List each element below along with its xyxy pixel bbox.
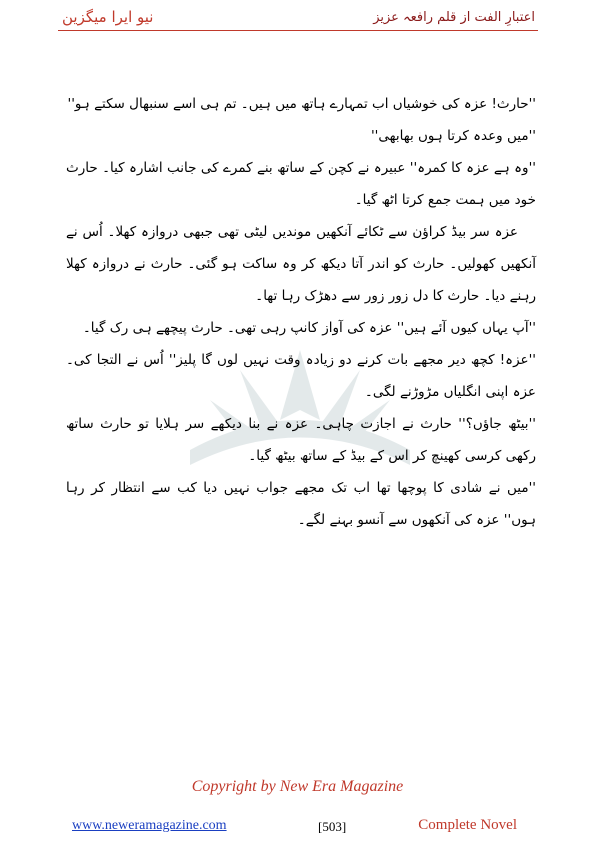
paragraph: ''وہ ہے عزہ کا کمرہ'' عبیرہ نے کچن کے ساتھ بنے کمرے کی جانب اشارہ کیا۔ حارث خود میں ہمت جمع کرتا اٹھ گیا۔ bbox=[66, 160, 536, 208]
paragraph: عزہ سر بیڈ کراؤن سے ٹکائے آنکھیں موندیں لیٹی تھی جبھی دروازہ کھلا۔ اُس نے آنکھیں کھولیں۔ حارث کو اندر آتا دیکھ کر وہ ساکت ہو گئی۔ حارث نے دروازہ کھلا رہنے دیا۔ حارث کا دل زور زور سے دھڑک رہا تھا۔ bbox=[66, 224, 536, 304]
paragraph: ''میں نے شادی کا پوچھا تھا اب تک مجھے جواب نہیں دیا کب سے انتظار کر رہا ہوں'' عزہ کی آنکھوں سے آنسو بہنے لگے۔ bbox=[66, 480, 536, 528]
story-title: اعتبارِ الفت از قلم رافعہ عزیز bbox=[373, 10, 535, 25]
paragraph: ''عزہ! کچھ دیر مجھے بات کرنے دو زیادہ وقت نہیں لوں گا پلیز'' اُس نے التجا کی۔ عزہ اپنی انگلیاں مڑوڑنے لگی۔ bbox=[66, 352, 536, 400]
story-body bbox=[66, 88, 536, 536]
copyright-notice: Copyright by New Era Magazine bbox=[191, 778, 404, 795]
website-link[interactable]: www.neweramagazine.com bbox=[72, 818, 227, 833]
paragraph: ''حارث! عزہ کی خوشیاں اب تمہارے ہاتھ میں ہیں۔ تم ہی اسے سنبھال سکتے ہو'' bbox=[67, 96, 536, 112]
paragraph: ''آپ یہاں کیوں آئے ہیں'' عزہ کی آواز کانپ رہی تھی۔ حارث پیچھے ہی رک گیا۔ bbox=[82, 320, 536, 336]
header-divider bbox=[58, 30, 538, 31]
paragraph: ''بیٹھ جاؤں؟'' حارث نے اجازت چاہی۔ عزہ نے بنا دیکھے سر ہلایا تو حارث ساتھ رکھی کرسی کھینچ کر اس کے بیڈ کے ساتھ بیٹھ گیا۔ bbox=[66, 416, 536, 464]
section-label: Complete Novel bbox=[418, 817, 517, 833]
magazine-name: نیو ایرا میگزین bbox=[62, 8, 154, 26]
page-number: [503] bbox=[318, 819, 347, 834]
paragraph: ''میں وعدہ کرتا ہوں بھابھی'' bbox=[370, 128, 536, 144]
